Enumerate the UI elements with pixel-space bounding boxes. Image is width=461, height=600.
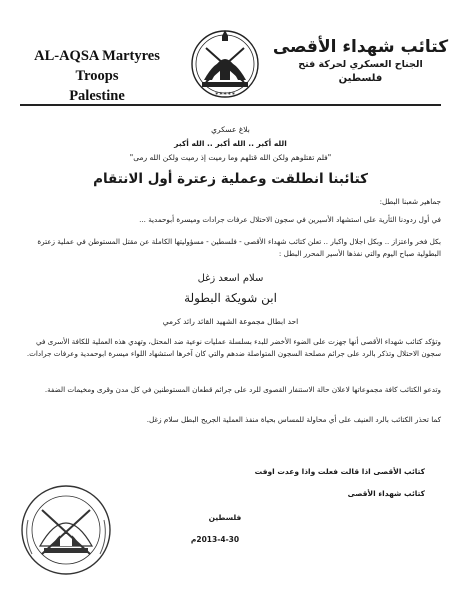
unit-line: احد ابطال مجموعة الشهيد القائد رائد كرمي <box>162 317 299 326</box>
closing-motto: كتائب الأقصى اذا قالت فعلت واذا وعدت اوفت <box>254 467 425 476</box>
signature: كتائب شهداء الأقصى <box>347 489 425 498</box>
arabic-org-title: كتائب شهداء الأقصى <box>272 37 449 57</box>
org-emblem-icon <box>190 24 260 100</box>
english-org-title <box>12 46 182 106</box>
arabic-org-location: فلسطين <box>338 73 383 84</box>
paragraph-5: كما تحذر الكتائب بالرد العنيف على أي محاولة للمساس بحياة منفذ العملية الجريح البطل سلام زغل. <box>146 415 441 424</box>
takbir-line: الله أكبر .. الله أكبر .. الله أكبر <box>174 139 287 148</box>
english-title-line1: AL-AQSA Martyres Troops <box>34 48 160 84</box>
martyr-epithet: ابن شويكة البطولة <box>184 291 277 305</box>
org-seal-icon <box>18 480 114 580</box>
arabic-org-title-block <box>268 36 453 86</box>
paragraph-1: في أول ردودنا الثأرية على استشهاد الأسيرين في سجون الاحتلال عرفات جرادات وميسرة أبوحمدية ... <box>139 215 441 224</box>
paragraph-4: وتدعو الكتائب كافة مجموعاتها لاعلان حالة الاستنفار القصوى للرد على جرائم قطعان المستوطنين في كل مدن وقرى ومخيمات الضفة. <box>44 385 441 394</box>
quran-verse: "فلم تقتلوهم ولكن الله قتلهم وما رميت إذ رميت ولكن الله رمى" <box>129 153 332 162</box>
martyr-name: سلام اسعد زغل <box>197 273 264 284</box>
paragraph-2: بكل فخر واعتزاز .. وبكل اجلال واكبار .. تعلن كتائب شهداء الأقصى - فلسطين - مسؤوليتها الكاملة عن مقتل المستوطن في عملية زعترة البطولية صباح اليوم والتي نفذها الأسير المحرر البطل : <box>37 237 441 258</box>
greeting: جماهير شعبنا البطل: <box>379 197 441 206</box>
place: فلسطين <box>208 513 242 522</box>
header-divider <box>20 104 441 106</box>
statement-label: بلاغ عسكري <box>211 125 250 134</box>
english-title-line2: Palestine <box>69 88 125 104</box>
paragraph-3: وتؤكد كتائب شهداء الأقصى أنها جهزت على الضوء الأخضر للبدء بسلسلة عمليات نوعية ضد المحتل، وتهدي هذه العملية للكافة الأسرى في سجون الاحتلال وتذكر بالرد على جرائم مصلحة السجون المتواصلة ضدهم والتي كان آخرها استشهاد اللواء ميسرة ابوحمدية وعرفات جرادات. <box>26 337 441 358</box>
svg-text:∗∗∗∗∗: ∗∗∗∗∗ <box>214 91 236 97</box>
arabic-org-subtitle: الجناح العسكري لحركة فتح <box>298 59 423 70</box>
headline: كتائبنا انطلقت وعملية زعترة أول الانتقام <box>93 171 368 187</box>
date: 2013-4-30م <box>190 535 240 544</box>
